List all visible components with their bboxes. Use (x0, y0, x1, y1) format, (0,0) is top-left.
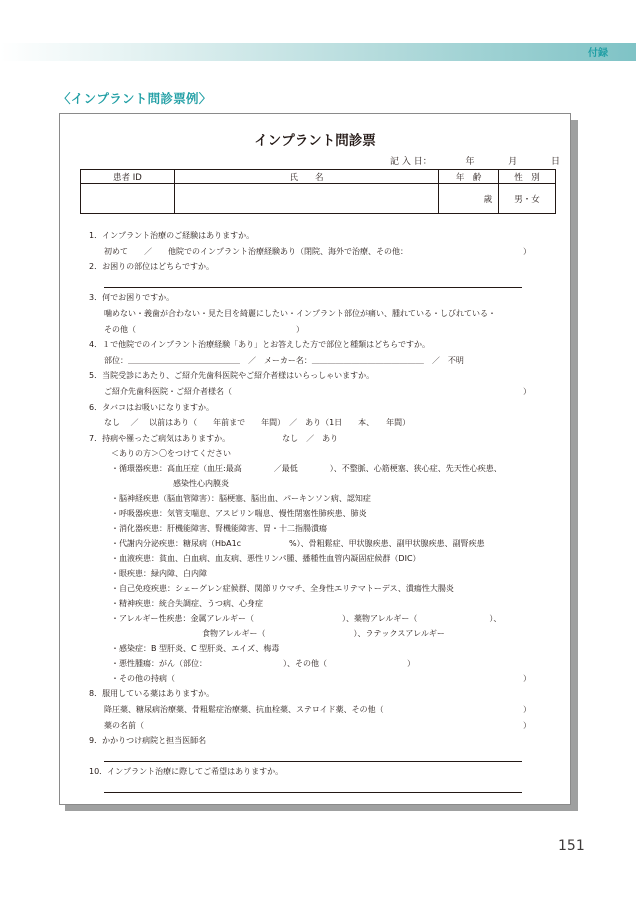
age-unit: 歳 (483, 194, 493, 205)
age-field[interactable] (439, 184, 499, 214)
name-header: 氏 名 (174, 170, 438, 184)
question-5: 5．当院受診にあたり、ご紹介先歯科医院やご紹介者様はいらっしゃいますか。 (89, 371, 375, 381)
answer-8-close: ） (523, 704, 531, 714)
page-number: 151 (558, 838, 585, 854)
entry-date-label: 記 入 日： (390, 157, 432, 167)
answer-10-blank[interactable] (89, 780, 559, 796)
disease-allergy: ・アレルギー性疾患：金属アレルギー（ ）、薬物アレルギー（ ）、 (111, 614, 502, 624)
entry-date (390, 154, 560, 167)
question-9: 9．かかりつけ病院と担当医師名 (89, 736, 207, 746)
answer-9-blank[interactable] (89, 749, 559, 765)
medicine-name-close: ） (523, 720, 531, 730)
entry-date-month: 月 (508, 157, 518, 167)
disease-circulatory-cont: 感染性心内膜炎 (173, 479, 229, 489)
disease-respiratory: ・呼吸器疾患：気管支喘息、アスピリン喘息、慢性閉塞性肺疾患、肺炎 (111, 509, 367, 519)
answer-4-fields: 部位：＿＿＿＿＿＿＿＿＿＿＿＿＿＿ ／ メーカー名：＿＿＿＿＿＿＿＿＿＿＿＿＿＿ ／ 不明 (104, 355, 464, 365)
entry-date-day: 日 (550, 157, 560, 167)
answer-5-close: ） (523, 386, 531, 396)
appendix-band (0, 43, 636, 61)
medicine-name-line (89, 718, 559, 734)
disease-circulatory: ・循環器疾患：高血圧症（血圧:最高 ／最低 ）、不整脈、心筋梗塞、狭心症、先天性心疾患、 (111, 464, 502, 474)
disease-neurological: ・脳神経疾患（脳血管障害）：脳梗塞、脳出血、パーキンソン病、認知症 (111, 494, 371, 504)
disease-other-label: ・その他の持病（ (111, 674, 175, 684)
disease-other-close: ） (523, 674, 531, 684)
age-header: 年 齢 (439, 170, 499, 184)
patient-info-table (80, 169, 556, 214)
answer-5-label: ご紹介先歯科医院・ご紹介者様名（ (104, 386, 232, 396)
medicine-name-label: 薬の名前（ (104, 720, 144, 730)
answer-5-line (89, 384, 559, 400)
answer-3-other: その他（ ） (104, 324, 304, 334)
answer-2-blank[interactable] (89, 275, 559, 291)
disease-allergy-cont: 食物アレルギー（ ）、ラテックスアレルギー (202, 629, 445, 639)
questionnaire-sheet (59, 113, 571, 805)
appendix-label: 付録 (588, 48, 608, 59)
patient-id-header: 患者 ID (81, 170, 175, 184)
question-3: 3．何でお困りですか。 (89, 293, 175, 303)
answer-1-options: 初めて ／ 他院でのインプラント治療経験あり（閉院、海外で治療、その他： (104, 246, 408, 256)
sex-value: 男・女 (514, 194, 540, 205)
disease-other-line (89, 671, 559, 686)
question-4: 4．１で他院でのインプラント治療経験「あり」とお答えした方で部位と種類はどちらですか。 (89, 340, 431, 350)
disease-autoimmune: ・自己免疫疾患：シェーグレン症候群、関節リウマチ、全身性エリテマトーデス、潰瘍性大腸炎 (111, 584, 454, 594)
disease-digestive: ・消化器疾患：肝機能障害、腎機能障害、胃・十二指腸潰瘍 (111, 524, 327, 534)
form-title: インプラント問診票 (254, 133, 376, 149)
question-1: 1．インプラント治療のご経験はありますか。 (89, 231, 255, 240)
answer-1-line (89, 244, 559, 260)
name-field[interactable] (174, 184, 438, 214)
answer-3-options: 噛めない・義歯が合わない・見た目を綺麗にしたい・インプラント部位が痛い、腫れている・しびれている・ (104, 308, 496, 318)
entry-date-year: 年 (465, 157, 475, 167)
disease-infection: ・感染症：B 型肝炎、C 型肝炎、エイズ、梅毒 (111, 644, 280, 654)
section-heading: 〈インプラント問診票例〉 (58, 91, 212, 106)
sex-header: 性 別 (499, 170, 556, 184)
question-10: 10．インプラント治療に際してご希望はありますか。 (89, 767, 284, 777)
answer-7-instruction: ＜ありの方＞〇をつけてください (111, 449, 231, 459)
disease-psychiatric: ・精神疾患：統合失調症、うつ病、心身症 (111, 599, 263, 609)
answer-1-close: ） (523, 246, 531, 256)
disease-metabolic: ・代謝内分泌疾患：糖尿病（HbA1c %）、骨粗鬆症、甲状腺疾患、副甲状腺疾患、副腎疾患 (111, 539, 485, 549)
question-7: 7．持病や罹ったご病気はありますか。 なし ／ あり (89, 433, 339, 443)
question-2: 2．お困りの部位はどちらですか。 (89, 262, 215, 272)
sex-field[interactable] (499, 184, 556, 214)
patient-id-field[interactable] (81, 184, 175, 214)
answer-8-line (89, 702, 559, 718)
disease-blood: ・血液疾患：貧血、白血病、血友病、悪性リンパ腫、播種性血管内凝固症候群（DIC） (111, 554, 421, 564)
disease-malignant: ・悪性腫瘍：がん（部位： ）、その他（ ） (111, 659, 415, 669)
answer-6-options: なし ／ 以前はあり（ 年前まで 年間） ／ あり（1日 本、 年間） (104, 418, 411, 428)
question-6: 6．タバコはお吸いになりますか。 (89, 402, 215, 412)
question-8: 8．服用している薬はありますか。 (89, 689, 215, 699)
disease-eye: ・眼疾患：緑内障、白内障 (111, 569, 207, 579)
questionnaire-body (89, 228, 559, 795)
answer-8-options: 降圧薬、糖尿病治療薬、骨粗鬆症治療薬、抗血栓薬、ステロイド薬、その他（ (104, 704, 384, 714)
